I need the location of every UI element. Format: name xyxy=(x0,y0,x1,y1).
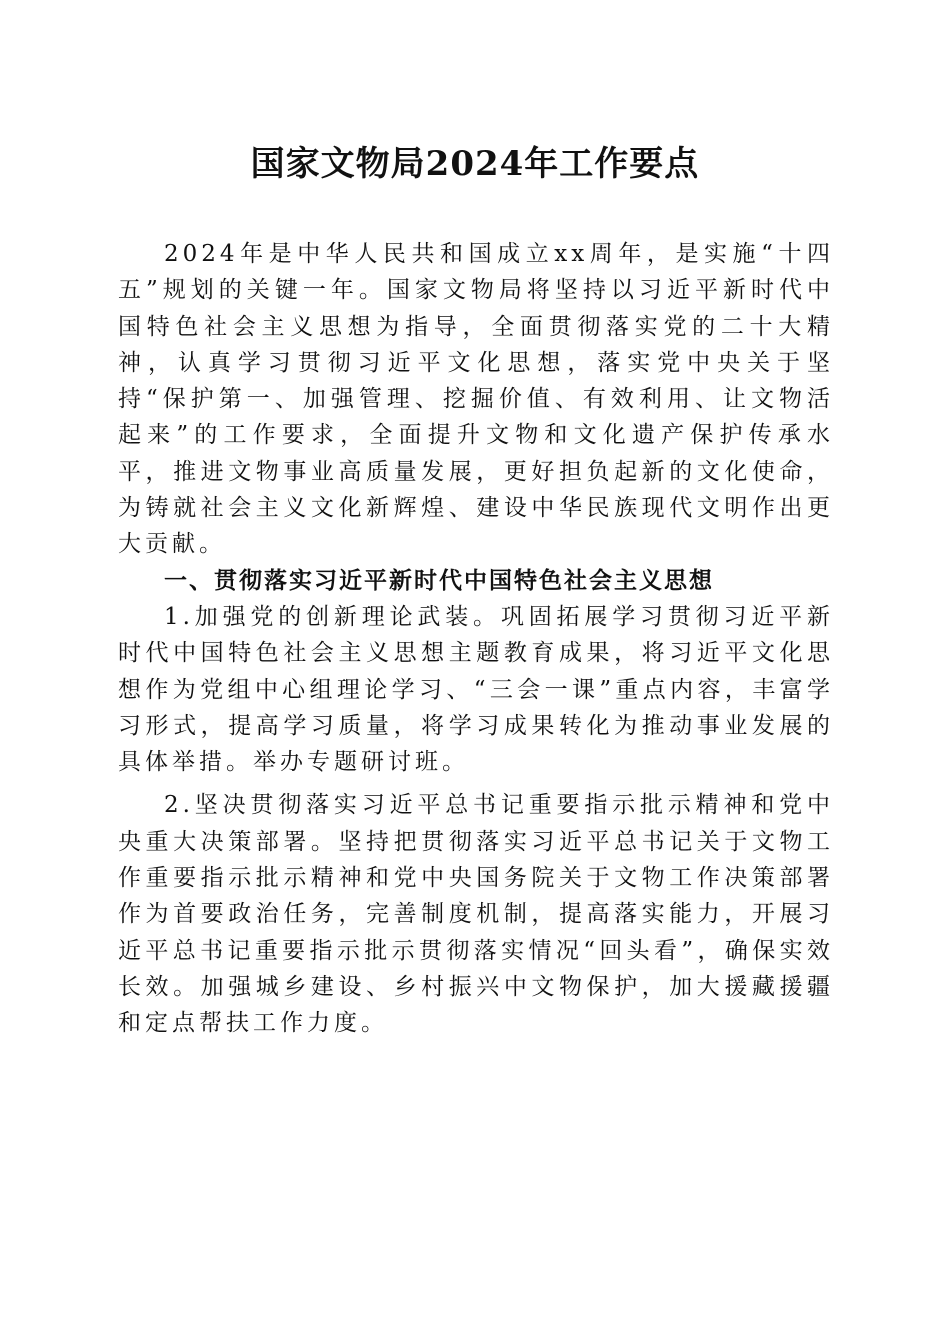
document-body xyxy=(118,236,834,1042)
intro-paragraph: 2024年是中华人民共和国成立xx周年，是实施“十四五”规划的关键一年。国家文物局将坚持以习近平新时代中国特色社会主义思想为指导，全面贯彻落实党的二十大精神，认真学习贯彻习近平文化思想，落实党中央关于坚持“保护第一、加强管理、挖掘价值、有效利用、让文物活起来”的工作要求，全面提升文物和文化遗产保护传承水平，推进文物事业高质量发展，更好担负起新的文化使命，为铸就社会主义文化新辉煌、建设中华民族现代文明作出更大贡献。 xyxy=(118,241,834,558)
item-paragraph-1: 1.加强党的创新理论武装。巩固拓展学习贯彻习近平新时代中国特色社会主义思想主题教育成果，将习近平文化思想作为党组中心组理论学习、“三会一课”重点内容，丰富学习形式，提高学习质量，将学习成果转化为推动事业发展的具体举措。举办专题研讨班。 xyxy=(118,603,834,776)
section-heading-1: 一、贯彻落实习近平新时代中国特色社会主义思想 xyxy=(164,567,714,594)
item-paragraph-2: 2.坚决贯彻落实习近平总书记重要指示批示精神和党中央重大决策部署。坚持把贯彻落实习近平总书记关于文物工作重要指示批示精神和党中央国务院关于文物工作决策部署作为首要政治任务，完善制度机制，提高落实能力，开展习近平总书记重要指示批示贯彻落实情况“回头看”，确保实效长效。加强城乡建设、乡村振兴中文物保护，加大援藏援疆和定点帮扶工作力度。 xyxy=(118,792,834,1037)
document-title: 国家文物局2024年工作要点 xyxy=(250,144,700,184)
